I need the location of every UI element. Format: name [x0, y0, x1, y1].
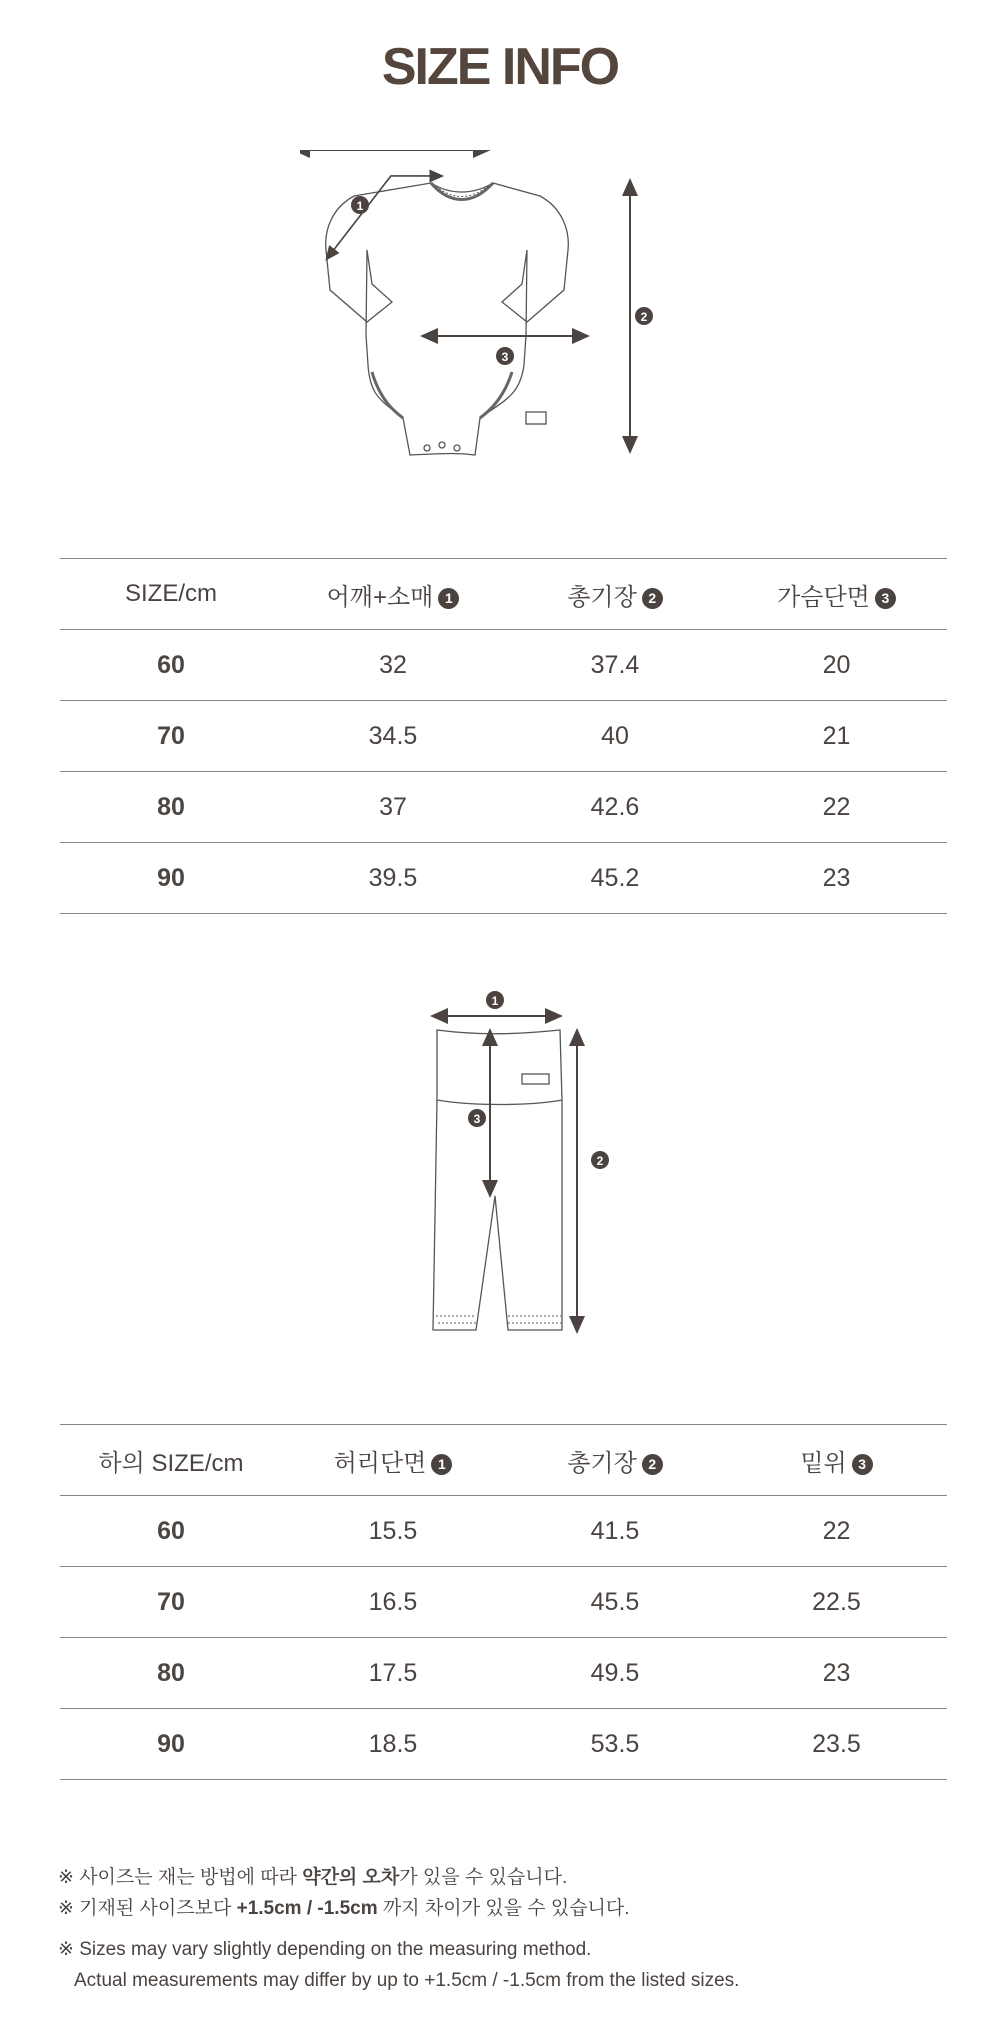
bottom-size-table: [60, 1424, 947, 1780]
note-en-2: Actual measurements may differ by up to +1.5cm / -1.5cm from the listed sizes.: [74, 1970, 740, 1991]
header-waist-width: 허리단면 1: [282, 1425, 504, 1496]
header-total-length: 총기장 2: [504, 1425, 726, 1496]
table-header-row: [60, 1425, 947, 1496]
table-header-row: [60, 559, 947, 630]
note-ko-1: ※ 사이즈는 재는 방법에 따라 약간의 오차가 있을 수 있습니다.: [58, 1867, 568, 1888]
svg-text:3: 3: [473, 1112, 481, 1126]
table-row: 70 16.5 45.5 22.5: [60, 1567, 947, 1638]
page-title: SIZE INFO: [381, 38, 619, 96]
header-size: SIZE/cm: [60, 559, 282, 630]
svg-text:2: 2: [640, 310, 648, 324]
marker-3: [496, 347, 514, 365]
note-en-1: ※ Sizes may vary slightly depending on the measuring method.: [58, 1939, 592, 1960]
table-row: 90 39.5 45.2 23: [60, 843, 947, 914]
table-row: 60 15.5 41.5 22: [60, 1496, 947, 1567]
header-bottom-size: 하의 SIZE/cm: [60, 1425, 282, 1496]
marker-2: [635, 307, 653, 325]
table-row: 80 37 42.6 22: [60, 772, 947, 843]
size-notes: [58, 1862, 958, 1996]
header-rise: 밑위 3: [726, 1425, 947, 1496]
note-ko-2: ※ 기재된 사이즈보다 +1.5cm / -1.5cm 까지 차이가 있을 수 있습니다.: [58, 1898, 630, 1919]
header-chest-width: 가슴단면 3: [726, 559, 947, 630]
pants-illustration: [400, 990, 640, 1340]
svg-text:3: 3: [501, 350, 509, 364]
marker-1: [486, 991, 504, 1009]
svg-text:2: 2: [596, 1154, 604, 1168]
marker-1: [351, 196, 369, 214]
table-row: 60 32 37.4 20: [60, 630, 947, 701]
svg-text:1: 1: [491, 994, 499, 1008]
top-size-table: [60, 558, 947, 914]
table-row: 80 17.5 49.5 23: [60, 1638, 947, 1709]
header-shoulder-sleeve: 어깨+소매 1: [282, 559, 504, 630]
bodysuit-illustration: [300, 150, 660, 470]
bodysuit-diagram: [300, 150, 660, 470]
table-row: 90 18.5 53.5 23.5: [60, 1709, 947, 1780]
header-total-length: 총기장 2: [504, 559, 726, 630]
marker-2: [591, 1151, 609, 1169]
pants-diagram: [400, 990, 640, 1340]
svg-text:1: 1: [356, 199, 364, 213]
marker-3: [468, 1109, 486, 1127]
table-row: 70 34.5 40 21: [60, 701, 947, 772]
